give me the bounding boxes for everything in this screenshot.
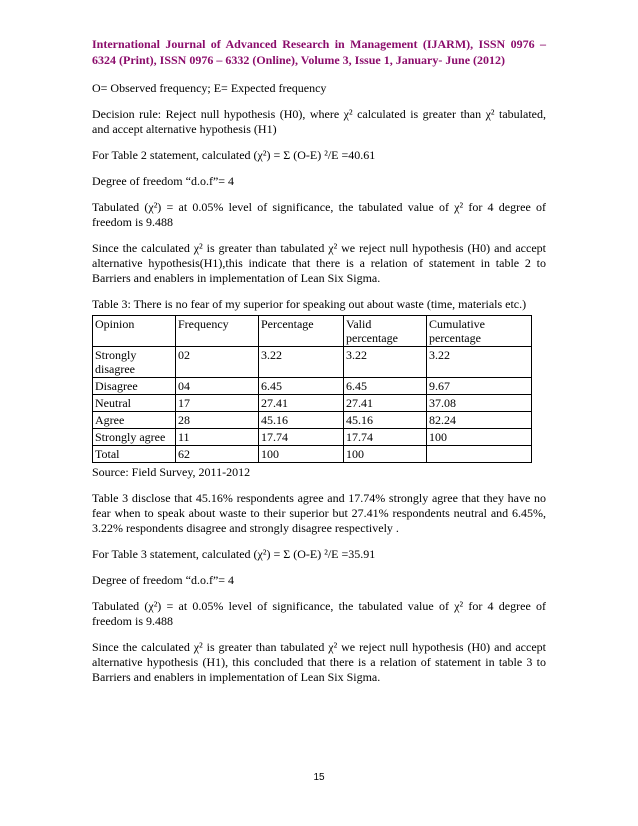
table-row bbox=[93, 395, 532, 412]
table-cell: 02 bbox=[176, 347, 259, 378]
table-cell: 45.16 bbox=[344, 412, 427, 429]
table-cell: Strongly disagree bbox=[93, 347, 176, 378]
journal-header: International Journal of Advanced Research in Management (IJARM), ISSN 0976 – 6324 (Print), ISSN 0976 – 6332 (Online), Volume 3, Issue 1, January- June (2012) bbox=[92, 37, 546, 67]
table-header-cell: Frequency bbox=[176, 316, 259, 347]
table-cell: 3.22 bbox=[259, 347, 344, 378]
page-number: 15 bbox=[313, 772, 325, 783]
table-cell: 100 bbox=[344, 446, 427, 463]
table-cell: 17.74 bbox=[344, 429, 427, 446]
table-cell: 6.45 bbox=[259, 378, 344, 395]
table-cell: 9.67 bbox=[427, 378, 532, 395]
table-cell: 17 bbox=[176, 395, 259, 412]
paragraph-dof-2: Degree of freedom “d.o.f”= 4 bbox=[92, 573, 235, 587]
paragraph-table3-discussion: Table 3 disclose that 45.16% respondents agree and 17.74% strongly agree that they have no fear when to speak about waste to their superior but 27.41% respondents neutral and 6.45%, 3.22% respondents disagree and strongly disagree respectively . bbox=[92, 491, 546, 535]
table-cell: 82.24 bbox=[427, 412, 532, 429]
table-row bbox=[93, 446, 532, 463]
table-cell: 27.41 bbox=[344, 395, 427, 412]
table-cell: 100 bbox=[427, 429, 532, 446]
table-cell: 6.45 bbox=[344, 378, 427, 395]
data-table bbox=[92, 315, 532, 463]
paragraph-conclusion-table2: Since the calculated χ² is greater than tabulated χ² we reject null hypothesis (H0) and accept alternative hypothesis(H1),this indicate that there is a relation of statement in table 2 to Barriers and enablers in implementation of Lean Six Sigma. bbox=[92, 241, 546, 285]
table-header-row bbox=[93, 316, 532, 347]
table3-caption: Table 3: There is no fear of my superior for speaking out about waste (time, materials etc.) bbox=[92, 297, 527, 311]
paragraph-dof: Degree of freedom “d.o.f”= 4 bbox=[92, 174, 235, 188]
paragraph-tabulated: Tabulated (χ²) = at 0.05% level of significance, the tabulated value of χ² for 4 degree of freedom is 9.488 bbox=[92, 200, 546, 229]
table-cell: 62 bbox=[176, 446, 259, 463]
paragraph-legend: O= Observed frequency; E= Expected frequency bbox=[92, 81, 327, 95]
table-row bbox=[93, 429, 532, 446]
table-row bbox=[93, 347, 532, 378]
paragraph-tabulated-2: Tabulated (χ²) = at 0.05% level of significance, the tabulated value of χ² for 4 degree of freedom is 9.488 bbox=[92, 599, 546, 628]
table-cell: 27.41 bbox=[259, 395, 344, 412]
table-cell: 100 bbox=[259, 446, 344, 463]
table-cell: Neutral bbox=[93, 395, 176, 412]
table-cell: Agree bbox=[93, 412, 176, 429]
table-row bbox=[93, 412, 532, 429]
table-source: Source: Field Survey, 2011-2012 bbox=[92, 465, 251, 479]
table-cell: 3.22 bbox=[427, 347, 532, 378]
table-cell: 3.22 bbox=[344, 347, 427, 378]
paragraph-table2-chi: For Table 2 statement, calculated (χ²) = Σ (O-E) ²/E =40.61 bbox=[92, 148, 376, 162]
table-header-cell: Percentage bbox=[259, 316, 344, 347]
table-cell: Strongly agree bbox=[93, 429, 176, 446]
table-cell: 28 bbox=[176, 412, 259, 429]
table-cell: 04 bbox=[176, 378, 259, 395]
table-cell: Total bbox=[93, 446, 176, 463]
table-cell: 11 bbox=[176, 429, 259, 446]
table-row bbox=[93, 378, 532, 395]
table-header-cell: Cumulative percentage bbox=[427, 316, 532, 347]
table-cell bbox=[427, 446, 532, 463]
paragraph-conclusion-table3: Since the calculated χ² is greater than tabulated χ² we reject null hypothesis (H0) and accept alternative hypothesis (H1), this concluded that there is a relation of statement in table 3 to Barriers and enablers in implementation of Lean Six Sigma. bbox=[92, 640, 546, 684]
table-cell: 37.08 bbox=[427, 395, 532, 412]
table-header-cell: Opinion bbox=[93, 316, 176, 347]
paragraph-decision-rule: Decision rule: Reject null hypothesis (H0), where χ² calculated is greater than χ² tabulated, and accept alternative hypothesis (H1) bbox=[92, 107, 546, 136]
table-cell: 17.74 bbox=[259, 429, 344, 446]
table-cell: Disagree bbox=[93, 378, 176, 395]
paragraph-table3-chi: For Table 3 statement, calculated (χ²) = Σ (O-E) ²/E =35.91 bbox=[92, 547, 376, 561]
table-cell: 45.16 bbox=[259, 412, 344, 429]
page-content bbox=[92, 36, 546, 696]
table-header-cell: Valid percentage bbox=[344, 316, 427, 347]
